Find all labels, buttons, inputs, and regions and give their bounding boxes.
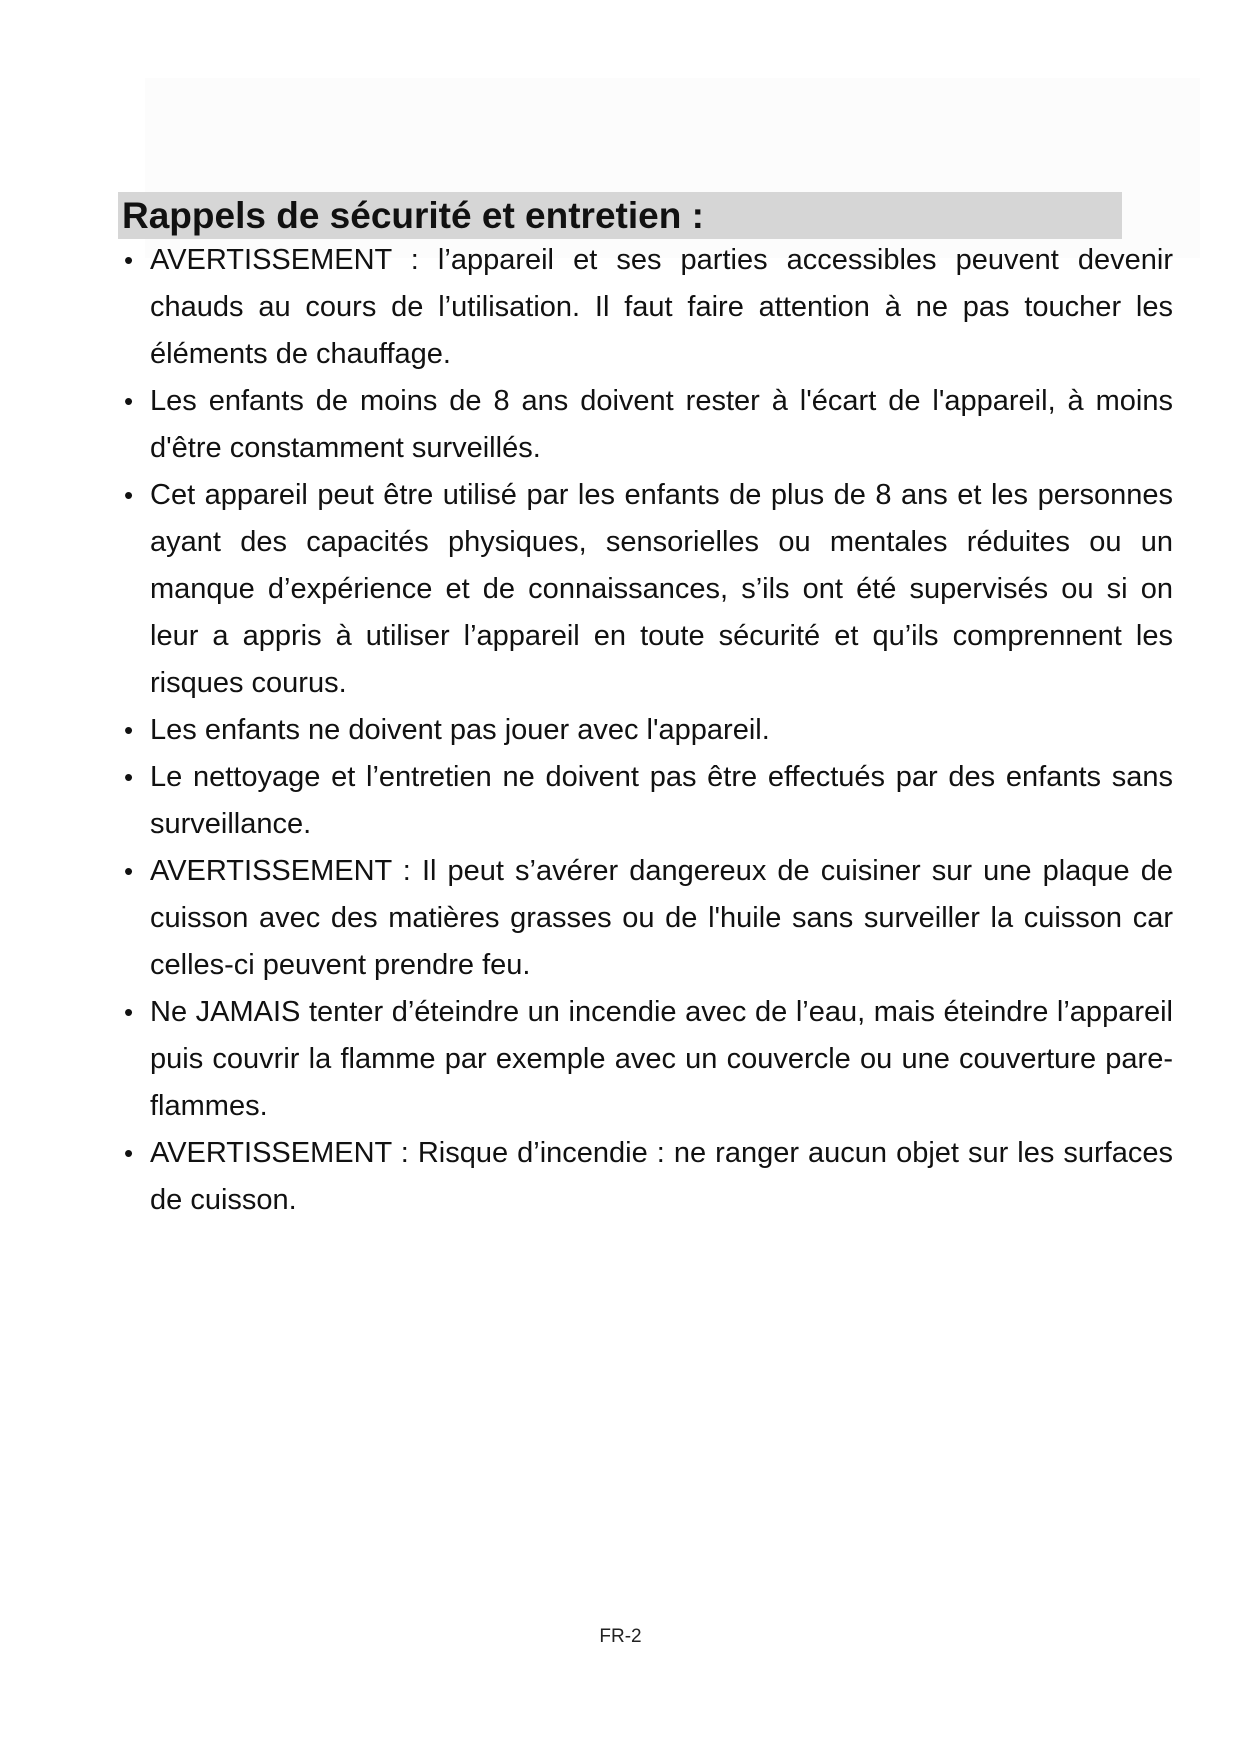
- bullet-icon: •: [124, 997, 134, 1027]
- bullet-icon: •: [124, 480, 134, 510]
- list-item: [118, 754, 1173, 848]
- list-item-text: Les enfants ne doivent pas jouer avec l'appareil.: [150, 714, 770, 746]
- bullet-icon: •: [124, 386, 134, 416]
- bullet-icon: •: [124, 245, 134, 275]
- list-item: [118, 472, 1173, 707]
- safety-list: [118, 237, 1173, 1224]
- bullet-icon: •: [124, 762, 134, 792]
- list-item: [118, 1130, 1173, 1224]
- list-item-text: Le nettoyage et l’entretien ne doivent pas être effectués par des enfants sans surveillance.: [150, 761, 1173, 840]
- list-item: [118, 237, 1173, 378]
- list-item-text: Les enfants de moins de 8 ans doivent rester à l'écart de l'appareil, à moins d'être constamment surveillés.: [150, 385, 1173, 464]
- list-item-text: Cet appareil peut être utilisé par les enfants de plus de 8 ans et les personnes ayant des capacités physiques, sensorielles ou mentales réduites ou un manque d’expérience et de connaissances, s’ils ont été supervisés ou si on leur a appris à utiliser l’appareil en toute sécurité et qu’ils comprennent les risques courus.: [150, 479, 1173, 699]
- list-item: [118, 989, 1173, 1130]
- list-item: [118, 707, 1173, 754]
- page-number: FR-2: [599, 1626, 642, 1647]
- bullet-icon: •: [124, 856, 134, 886]
- list-item: [118, 378, 1173, 472]
- bullet-icon: •: [124, 715, 134, 745]
- list-item-text: AVERTISSEMENT : Risque d’incendie : ne ranger aucun objet sur les surfaces de cuisson.: [150, 1137, 1173, 1216]
- list-item-text: Ne JAMAIS tenter d’éteindre un incendie avec de l’eau, mais éteindre l’appareil puis couvrir la flamme par exemple avec un couvercle ou une couverture pare-flammes.: [150, 996, 1173, 1122]
- bullet-icon: •: [124, 1138, 134, 1168]
- list-item: [118, 848, 1173, 989]
- list-item-text: AVERTISSEMENT : Il peut s’avérer dangereux de cuisiner sur une plaque de cuisson avec des matières grasses ou de l'huile sans surveiller la cuisson car celles-ci peuvent prendre feu.: [150, 855, 1173, 981]
- list-item-text: AVERTISSEMENT : l’appareil et ses parties accessibles peuvent devenir chauds au cours de l’utilisation. Il faut faire attention à ne pas toucher les éléments de chauffage.: [150, 244, 1173, 370]
- section-heading: Rappels de sécurité et entretien :: [122, 195, 704, 236]
